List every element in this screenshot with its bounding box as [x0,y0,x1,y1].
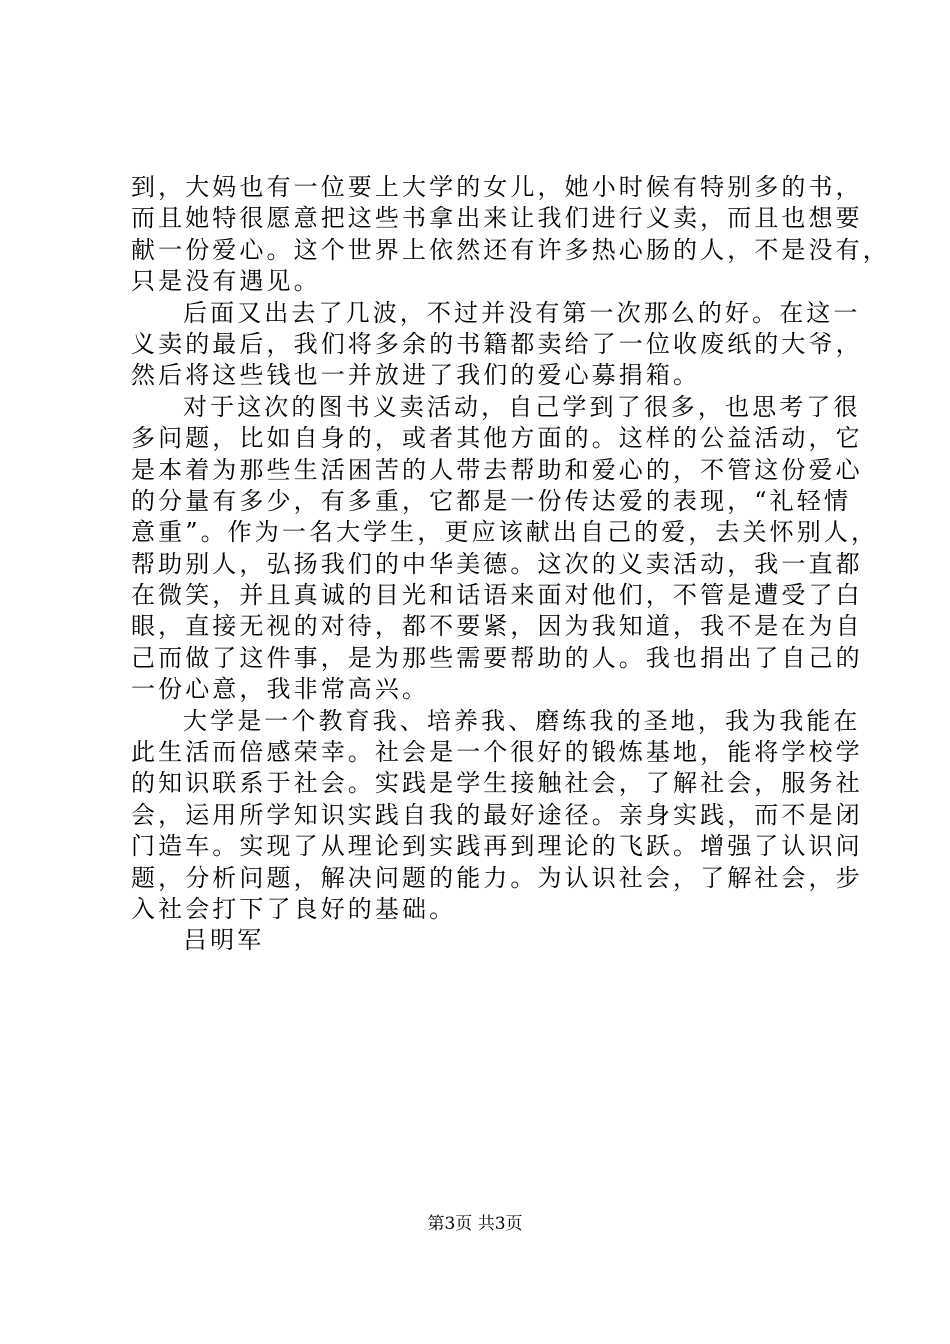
text-line: 门造车。实现了从理论到实践再到理论的飞跃。增强了认识问 [131,832,863,861]
text-line: 此生活而倍感荣幸。社会是一个很好的锻炼基地，能将学校学 [131,738,863,767]
text-line: 的知识联系于社会。实践是学生接触社会，了解社会，服务社 [131,769,863,798]
text-line: 会，运用所学知识实践自我的最好途径。亲身实践，而不是闭 [131,800,863,829]
text-line: 吕明军 [183,926,265,955]
text-line: 献一份爱心。这个世界上依然还有许多热心肠的人，不是没有， [131,235,890,264]
text-line: 义卖的最后，我们将多余的书籍都卖给了一位收废纸的大爷， [131,329,863,358]
text-line: 题，分析问题，解决问题的能力。为认识社会，了解社会，步 [131,863,863,892]
text-line: 的分量有多少，有多重，它都是一份传达爱的表现，“礼轻情 [131,486,851,515]
page-footer: 第3页 共3页 [427,1214,523,1234]
text-line: 对于这次的图书义卖活动，自己学到了很多，也思考了很 [183,392,861,421]
text-line: 入社会打下了良好的基础。 [131,894,457,923]
text-line: 己而做了这件事，是为那些需要帮助的人。我也捐出了自己的 [131,643,863,672]
text-line: 后面又出去了几波，不过并没有第一次那么的好。在这一 [183,298,861,327]
text-line: 大学是一个教育我、培养我、磨练我的圣地，我为我能在 [183,706,861,735]
text-line: 帮助别人，弘扬我们的中华美德。这次的义卖活动，我一直都 [131,549,863,578]
text-line: 在微笑，并且真诚的目光和话语来面对他们，不管是遭受了白 [131,581,863,610]
text-line: 多问题，比如自身的，或者其他方面的。这样的公益活动，它 [131,424,863,453]
text-line: 只是没有遇见。 [131,267,321,296]
text-line: 到，大妈也有一位要上大学的女儿，她小时候有特别多的书， [131,173,863,201]
text-line: 是本着为那些生活困苦的人带去帮助和爱心的，不管这份爱心 [131,455,863,484]
text-line: 然后将这些钱也一并放进了我们的爱心募捐箱。 [131,361,701,390]
text-line: 意重”。作为一名大学生，更应该献出自己的爱，去关怀别人， [131,518,879,547]
document-body [131,172,890,957]
text-line: 而且她特很愿意把这些书拿出来让我们进行义卖，而且也想要 [131,204,863,233]
text-line: 眼，直接无视的对待，都不要紧，因为我知道，我不是在为自 [131,612,863,641]
text-line: 一份心意，我非常高兴。 [131,675,430,704]
